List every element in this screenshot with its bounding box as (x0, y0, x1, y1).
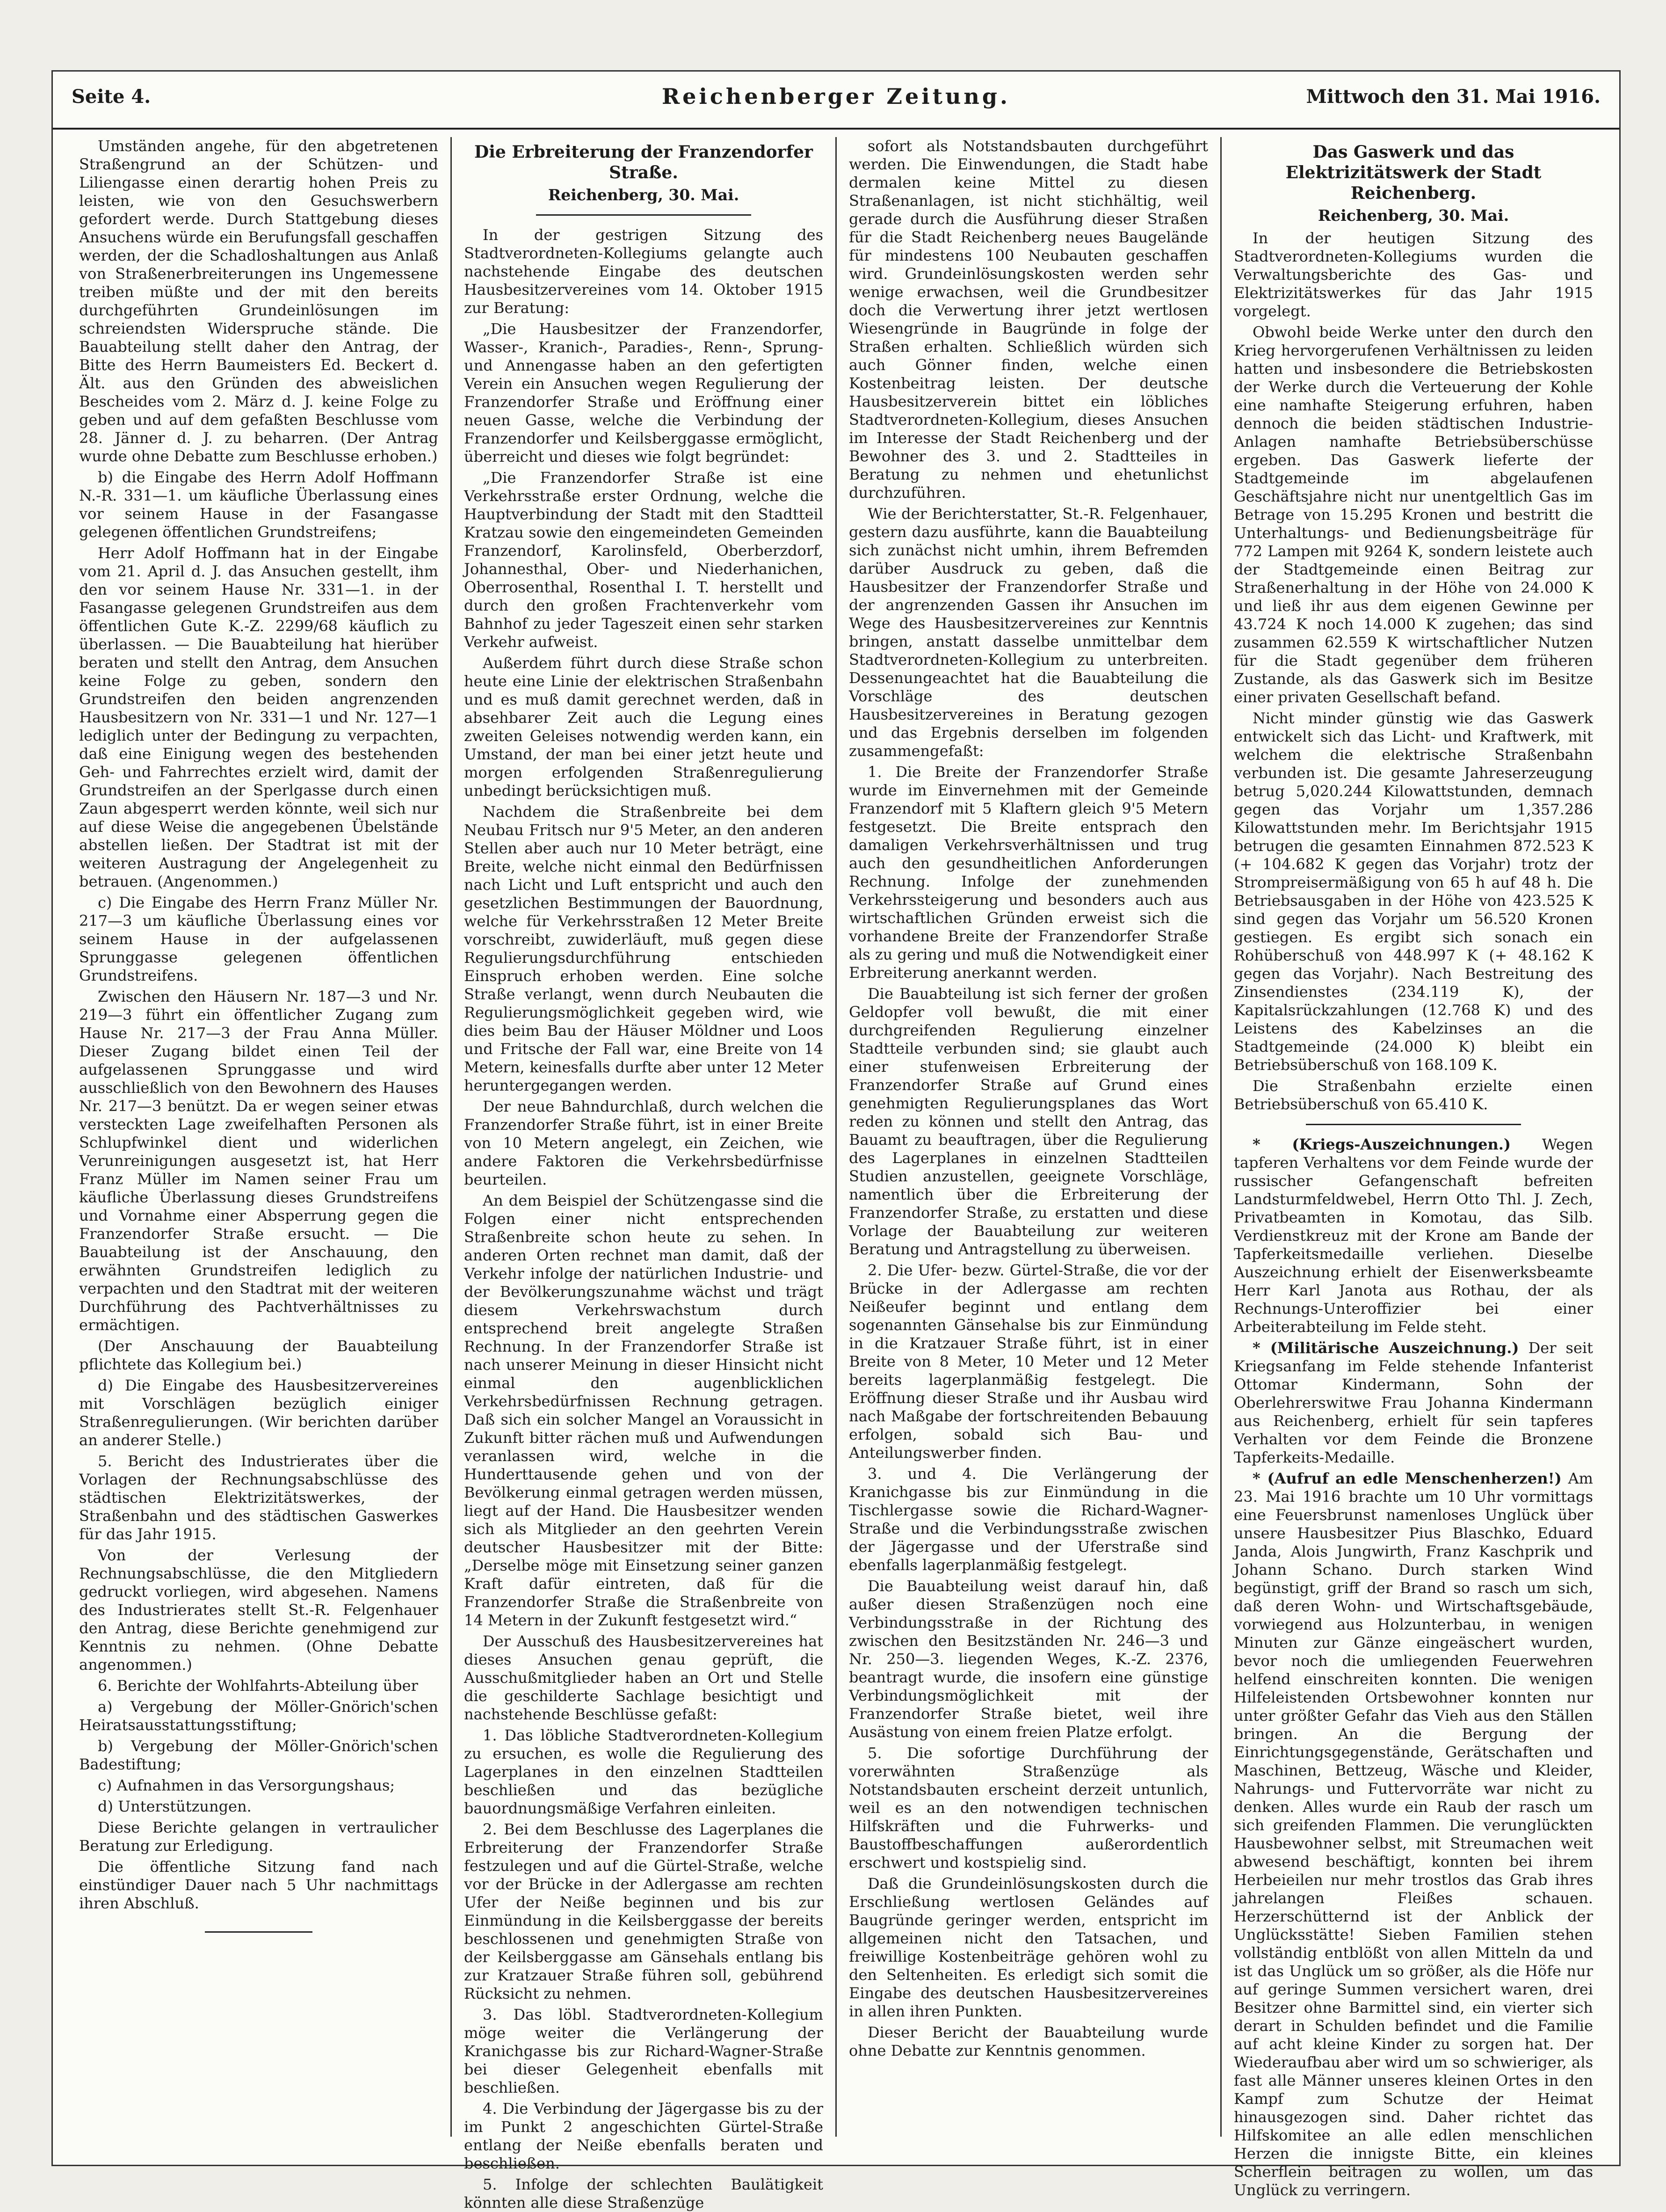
paragraph: Obwohl beide Werke unter den durch den Krieg hervorgerufenen Verhältnissen zu leiden hatten und insbesondere die Betriebskosten der Werke durch die Verteuerung der Kohle eine namhafte Steigerung erfuhren, haben dennoch die beiden städtischen Industrie-Anlagen namhafte Betriebsüberschüsse ergeben. Das Gaswerk lieferte der Stadtgemeinde im abgelaufenen Geschäftsjahre nicht nur unentgeltlich Gas im Betrage von 15.295 Kronen und bestritt die Unterhaltungs- und Bedienungsbeiträge für 772 Lampen mit 9264 K, sondern leistete auch der Stadtgemeinde einen Beitrag zur Straßenerhaltung in der Höhe von 24.000 K und ließ ihr aus dem eigenen Gewinne per 43.724 K noch 14.000 K zugehen; das sind zusammen 62.559 K wirtschaftlicher Nutzen für die Stadt gegenüber dem früheren Zustande, als das Gaswerk sich im Besitze einer privaten Gesellschaft befand. (1234, 323, 1593, 706)
paragraph: 3. Das löbl. Stadtverordneten-Kollegium möge weiter die Verlängerung der Kranichgasse bis zur Richard-Wagner-Straße bei dieser Gelegenheit ebenfalls mit beschließen. (464, 2006, 823, 2096)
paragraph: d) Unterstützungen. (98, 1797, 252, 1815)
paragraph: Zwischen den Häusern Nr. 187—3 und Nr. 219—3 führt ein öffentlicher Zugang zum Hause Nr. 217—3 der Frau Anna Müller. Dieser Zugang bildet einen Teil der aufgelassenen Sprunggasse und wird ausschließlich von den Bewohnern des Hauses Nr. 217—3 benützt. Da er wegen seiner etwas versteckten Lage zweifelhaften Personen als Schlupfwinkel dient und widerlichen Verunreinigungen ausgesetzt ist, hat Herr Franz Müller im Namen seiner Frau um käufliche Überlassung dieses Grundstreifens und Vornahme einer Absperrung gegen die Franzendorfer Straße ersucht. — Die Bauabteilung ist der Anschauung, den erwähnten Grundstreifen lediglich zu verpachten und den Stadtrat mit der weiteren Durchführung des Pachtverhältnisses zu ermächtigen. (79, 988, 438, 1334)
paragraph: Umständen angehe, für den abgetretenen Straßengrund an der Schützen- und Liliengasse einen derartig hohen Preis zu leisten, wie von den Gesuchswerbern gefordert werde. Durch Stattgebung dieses Ansuchens würde ein Berufungsfall geschaffen werden, der die Schadloshaltungen aus Anlaß von Straßenerbreiterungen ins Ungemessene treiben müßte und der mit den bereits durchgeführten Grundeinlösungen im schreiendsten Widerspruche stände. Die Bauabteilung stellt daher den Antrag, der Bitte des Herrn Baumeisters Ed. Beckert d. Ält. aus den Gründen des abweislichen Bescheides vom 2. März d. J. keine Folge zu geben und auf dem gefaßten Beschlusse vom 28. Jänner d. J. zu beharren. (Der Antrag wurde ohne Debatte zum Beschlusse erhoben.) (79, 137, 438, 465)
paragraph: 5. Bericht des Industrierates über die Vorlagen der Rechnungsabschlüsse des städtischen Elektrizitätswerkes, der Straßenbahn und des städtischen Gaswerkes für das Jahr 1915. (79, 1452, 438, 1543)
paragraph: An dem Beispiel der Schützengasse sind die Folgen einer nicht entsprechenden Straßenbreite schon heute zu sehen. In anderen Orten rechnet man damit, daß der Verkehr infolge der natürlichen Industrie- und der Bevölkerungszunahme wächst und trägt diesem Verkehrswachstum durch entsprechend breit angelegte Straßen Rechnung. In der Franzendorfer Straße ist nach unserer Meinung in dieser Hinsicht nicht einmal den augenblicklichen Verkehrsbedürfnissen Rechnung getragen. Daß sich ein solcher Mangel an Voraussicht in Zukunft bitter rächen muß und Aufwendungen veranlassen wird, welche in die Hunderttausende gehen und von der Bevölkerung einmal getragen werden müssen, liegt auf der Hand. Die Hausbesitzer wenden sich als Mitglieder an den geehrten Verein deutscher Hausbesitzer mit der Bitte: „Derselbe möge mit Einsetzung seiner ganzen Kraft dafür eintreten, daß für die Franzendorfer Straße die Straßenbreite von 14 Metern in der Zukunft festgesetzt wird.“ (464, 1192, 823, 1629)
paragraph: Nachdem die Straßenbreite bei dem Neubau Fritsch nur 9'5 Meter, an den anderen Stellen aber auch nur 10 Meter beträgt, eine Breite, welche nicht einmal den Bedürfnissen nach Licht und Luft entspricht und auch den gesetzlichen Bestimmungen der Bauordnung, welche für Verkehrsstraßen 12 Meter Breite vorschreibt, zuwiderläuft, muß gegen diese Regulierungsdurchführung entschieden Einspruch erhoben werden. Eine solche Straße verlangt, wenn durch Neubauten die Regulierungsmöglichkeit gegeben wird, wie dies beim Bau der Häuser Möldner und Loos und Fritsche der Fall war, eine Breite von 14 Metern, keinesfalls durfte aber unter 12 Meter heruntergegangen werden. (464, 803, 823, 1094)
paragraph: b) Vergebung der Möller-Gnörich'schen Badestiftung; (79, 1737, 438, 1773)
column-2 (452, 137, 837, 2212)
paragraph: 4. Die Verbindung der Jägergasse bis zu der im Punkt 2 angeschichten Gürtel-Straße entlang der Neiße ebenfalls beraten und beschließen. (464, 2100, 823, 2172)
paragraph: d) Die Eingabe des Hausbesitzervereines mit Vorschlägen bezüglich einiger Straßenregulierungen. (Wir berichten darüber an anderer Stelle.) (79, 1376, 438, 1449)
paragraph: „Die Hausbesitzer der Franzendorfer, Wasser-, Kranich-, Paradies-, Renn-, Sprung- und Annengasse haben an den gefertigten Verein ein Ansuchen wegen Regulierung der Franzendorfer Straße und Eröffnung einer neuen Gasse, welche die Verbindung der Franzendorfer und Keilsberggasse ermöglicht, überreicht und dieses wie folgt begründet: (464, 320, 823, 466)
paragraph: „Die Franzendorfer Straße ist eine Verkehrsstraße erster Ordnung, welche die Hauptverbindung der Stadt mit den Stadtteil Kratzau sowie den eingemeindeten Gemeinden Franzendorf, Karolinsfeld, Oberberzdorf, Johannesthal, Ober- und Niederhanichen, Oberrosenthal, Rosenthal I. T. herstellt und durch den großen Frachtenverkehr vom Bahnhof zu jeder Tageszeit einen sehr starken Verkehr aufweist. (464, 469, 823, 651)
page-header (53, 72, 1619, 130)
section-rule (1306, 1124, 1521, 1125)
news-item-text: Wegen tapferen Verhaltens vor dem Feinde wurde der russischer Gefangenschaft befreiten Landsturmfeldwebel, Herrn Otto Thl. J. Zech, Privatbeamten in Komotau, das Silb. Verdienstkreuz mit der Krone am Bande der Tapferkeitsmedaille verliehen. Dieselbe Auszeichnung erhielt der Eisenwerksbeamte Herr Karl Janota aus Rothau, der als Rechnungs-Unteroffizier bei einer Arbeiterabteilung im Felde steht. (1234, 1135, 1594, 1336)
newspaper-page (51, 70, 1621, 2212)
paragraph: Diese Berichte gelangen in vertraulicher Beratung zur Erledigung. (79, 1819, 438, 1855)
news-item-head: * (Kriegs-Auszeichnungen.) (1253, 1135, 1511, 1153)
paragraph: 3. und 4. Die Verlängerung der Kranichgasse bis zur Einmündung in die Tischlergasse sowie die Richard-Wagner-Straße und die Verbindungsstraße zwischen der Jägergasse und der Uferstraße sind ebenfalls lagerplanmäßig festgelegt. (849, 1465, 1208, 1574)
paragraph: Dieser Bericht der Bauabteilung wurde ohne Debatte zur Kenntnis genommen. (849, 2023, 1208, 2059)
paragraph: Der Ausschuß des Hausbesitzervereines hat dieses Ansuchen genau geprüft, die Ausschußmitglieder haben an Ort und Stelle die geschilderte Sachlage besichtigt und nachstehende Beschlüsse gefaßt: (464, 1632, 823, 1723)
article-body-franzendorfer (464, 226, 823, 2212)
paragraph: Wie der Berichterstatter, St.-R. Felgenhauer, gestern dazu ausführte, kann die Bauabteilung sich zunächst nicht umhin, ihrem Befremden darüber Ausdruck zu geben, daß die Hausbesitzer der Franzendorfer Straße und der angrenzenden Gassen ihr Ansuchen im Wege des Hausbesitzervereines zur Kenntnis bringen, anstatt dasselbe unmittelbar dem Stadtverordneten-Kollegium zu unterbreiten. Dessenungeachtet hat die Bauabteilung die Vorschläge des deutschen Hausbesitzervereines in Beratung gezogen und das Ergebnis derselben im folgenden zusammengefaßt: (849, 505, 1208, 760)
paragraph: 2. Die Ufer- bezw. Gürtel-Straße, die vor der Brücke in der Adlergasse am rechten Neißeufer beginnt und entlang dem sogenannten Gänsehalse bis zur Einmündung in die Kratzauer Straße führt, ist in einer Breite von 8 Meter, 10 Meter und 12 Meter bereits lagerplanmäßig festgelegt. Die Eröffnung dieser Straße und ihr Ausbau wird nach Maßgabe der fortschreitenden Bebauung erfolgen, sobald sich Bau- und Anteilungswerber finden. (849, 1261, 1208, 1462)
paragraph: a) Vergebung der Möller-Gnörich'schen Heiratsausstattungsstiftung; (79, 1698, 438, 1734)
column-1 (67, 137, 452, 2137)
news-item (1234, 1135, 1593, 1336)
paragraph: Von der Verlesung der Rechnungsabschlüsse, die den Mitgliedern gedruckt vorliegen, wird abgesehen. Namens des Industrierates stellt St.-R. Felgenhauer den Antrag, diese Berichte genehmigend zur Kenntnis zu nehmen. (Ohne Debatte angenommen.) (79, 1546, 438, 1674)
paragraph: 1. Das löbliche Stadtverordneten-Kollegium zu ersuchen, es wolle die Regulierung des Lagerplanes in den einzelnen Stadtteilen beschließen und das bezügliche bauordnungsmäßige Verfahren einleiten. (464, 1726, 823, 1817)
paragraph: 2. Bei dem Beschlusse des Lagerplanes die Erbreiterung der Franzendorfer Straße festzulegen und auf die Gürtel-Straße, welche vor der Brücke in der Adlergasse am rechten Ufer der Neiße beginnen und bis zur Einmündung in die Keilsberggasse der bereits beschlossenen und genehmigten Straße von der Keilsberggasse am Gänsehals entlang bis zur Kratzauer Straße führen soll, gebührend Rücksicht zu nehmen. (464, 1820, 823, 2002)
heading-rule (536, 214, 752, 216)
paragraph: 5. Die sofortige Durchführung der vorerwähnten Straßenzüge als Notstandsbauten erscheint derzeit untunlich, weil es an den notwendigen technischen Hilfskräften und die Fuhrwerks- und Baustoffbeschaffungen außerordentlich erschwert und kostspielig sind. (849, 1744, 1208, 1871)
paragraph: c) Aufnahmen in das Versorgungshaus; (98, 1776, 395, 1794)
issue-date: Mittwoch den 31. Mai 1916. (1306, 86, 1601, 108)
paragraph: c) Die Eingabe des Herrn Franz Müller Nr. 217—3 um käufliche Überlassung eines vor seinem Hause in der aufgelassenen Sprunggasse gelegenen öffentlichen Grundstreifens. (79, 894, 438, 984)
paragraph: Die Straßenbahn erzielte einen Betriebsüberschuß von 65.410 K. (1234, 1077, 1593, 1113)
paragraph: b) die Eingabe des Herrn Adolf Hoffmann N.-R. 331—1. um käufliche Überlassung eines vor seinem Hause in der Fasangasse gelegenen öffentlichen Grundstreifens; (79, 468, 438, 541)
paragraph: (Der Anschauung der Bauabteilung pflichtete das Kollegium bei.) (79, 1337, 438, 1373)
article-dateline-gaswerk: Reichenberg, 30. Mai. (1318, 206, 1509, 225)
column-4 (1222, 137, 1605, 2199)
news-item-head: * (Aufruf an edle Menschenherzen!) (1253, 1470, 1562, 1487)
paragraph: Die Bauabteilung ist sich ferner der großen Geldopfer voll bewußt, die mit einer durchgreifenden Regulierung einzelner Stadtteile verbunden sind; sie glaubt auch einer stufenweisen Erbreiterung der Franzendorfer Straße auf Grund eines genehmigten Regulierungsplanes das Wort reden zu können und stellt den Antrag, das Bauamt zu beauftragen, über die Regulierung des Lagerplanes in einzelnen Stadtteilen Studien anzustellen, geeignete Vorschläge, namentlich über die Erbreiterung der Franzendorfer Straße, zu erstatten und diese Vorlage der Bauabteilung zur weiteren Beratung und Antragstellung zu überweisen. (849, 985, 1208, 1258)
article-heading-franzendorfer: Die Erbreiterung der Franzendorfer Straße. (474, 142, 813, 182)
news-item-text: Am 23. Mai 1916 brachte um 10 Uhr vormittags eine Feuersbrunst namenloses Unglück über unsere Hausbesitzer Pius Blaschko, Eduard Janda, Alois Jungwirth, Franz Kaschprik und Johann Schano. Durch starken Wind begünstigt, griff der Brand so rasch um sich, daß deren Wohn- und Wirtschaftsgebäude, vorwiegend aus Holzunterbau, in wenigen Minuten zur Gänze eingeäschert wurden, bevor noch die umliegenden Feuerwehren helfend einschreiten konnten. Die wenigen Hilfeleistenden Ortsbewohner konnten nur unter größter Gefahr das Vieh aus den Ställen bringen. An die Bergung der Einrichtungsgegenstände, Gerätschaften und Maschinen, Bettzeug, Wäsche und Kleider, Nahrungs- und Futtervorräte war nicht zu denken. Alles wurde ein Raub der rasch um sich greifenden Flammen. Die verunglückten Hausbewohner selbst, mit Streumachen weit abwesend beschäftigt, konnten bei ihrem Herbeieilen nur mehr trostlos das Grab ihres jahrelangen Fleißes schauen. Herzerschütternd ist der Anblick der Unglücksstätte! Sieben Familien stehen vollständig entblößt von allen Mitteln da und ist das Unglück um so größer, als die Höfe nur auf geringe Summen versichert waren, drei Besitzer ohne Barmittel sind, ein vierter sich derart in Schulden befindet und die Familie auf acht kleine Kinder zu sorgen hat. Der Wiederaufbau aber wird um so schwieriger, als fast alle Männer unseres kleinen Ortes in den Kampf zum Schutze der Heimat hinausgezogen sind. Daher richtet das Hilfskomitee an alle edlen menschlichen Herzen die innigste Bitte, ein kleines Scherflein beitragen zu wollen, um das Unglück zu verringern. (1234, 1470, 1594, 2199)
paragraph: In der heutigen Sitzung des Stadtverordneten-Kollegiums wurden die Verwaltungsberichte des Gas- und Elektrizitätswerkes für das Jahr 1915 vorgelegt. (1234, 229, 1593, 320)
article-heading-gaswerk: Das Gaswerk und das Elektrizitätswerk der Stadt Reichenberg. (1285, 142, 1542, 203)
paragraph: Der neue Bahndurchlaß, durch welchen die Franzendorfer Straße führt, ist in einer Breite von 10 Metern angelegt, ein Zeichen, wie andere Faktoren die Verkehrsbedürfnisse beurteilen. (464, 1098, 823, 1188)
paragraph: 1. Die Breite der Franzendorfer Straße wurde im Einvernehmen mit der Gemeinde Franzendorf mit 5 Klaftern gleich 9'5 Metern festgesetzt. Die Breite entsprach den damaligen Verkehrsverhältnissen und trug auch den gesundheitlichen Anforderungen Rechnung. Infolge der zunehmenden Verkehrssteigerung und besonders auch aus wirtschaftlichen Gründen erweist sich die vorhandene Breite der Franzendorfer Straße als zu gering und muß die Notwendigkeit einer Erbreiterung anerkannt werden. (849, 763, 1208, 982)
paragraph: Herr Adolf Hoffmann hat in der Eingabe vom 21. April d. J. das Ansuchen gestellt, ihm den vor seinem Hause Nr. 331—1. in der Fasangasse gelegenen Grundstreifen aus dem öffentlichen Gute K.-Z. 2299/68 käuflich zu überlassen. — Die Bauabteilung hat hierüber beraten und stellt den Antrag, dem Ansuchen keine Folge zu geben, sondern den Grundstreifen den beiden angrenzenden Hausbesitzern von Nr. 331—1 und Nr. 127—1 lediglich unter der Bedingung zu verpachten, daß eine Einigung wegen des bestehenden Geh- und Fahrrechtes erzielt wird, damit der Grundstreifen an der Sperlgasse durch einen Zaun abgesperrt werden könnte, weil sich nur auf diese Weise die angegebenen Übelstände abstellen ließen. Der Stadtrat ist mit der weiteren Austragung der Angelegenheit zu betrauen. (Angenommen.) (79, 544, 438, 890)
paragraph: Die Bauabteilung weist darauf hin, daß außer diesen Straßenzügen noch eine Verbindungsstraße in der Richtung des zwischen den Besitzständen Nr. 246—3 und Nr. 250—3. liegenden Weges, K.-Z. 2376, beantragt wurde, die insofern eine günstige Verbindungsmöglichkeit mit der Franzendorfer Straße bietet, weil ihre Ausästung von einem freien Platze erfolgt. (849, 1577, 1208, 1741)
news-item-head: * (Militärische Auszeichnung.) (1253, 1339, 1519, 1357)
newspaper-title: Reichenberger Zeitung. (661, 84, 1011, 109)
news-item (1234, 1339, 1593, 1467)
columns (67, 137, 1605, 2212)
news-item-text: Der seit Kriegsanfang im Felde stehende Infanterist Ottomar Kindermann, Sohn der Oberlehrerswitwe Frau Johanna Kindermann aus Reichenberg, erhielt für sein tapferes Verhalten vor dem Feinde die Bronzene Tapferkeits-Medaille. (1234, 1339, 1594, 1466)
paragraph: Nicht minder günstig wie das Gaswerk entwickelt sich das Licht- und Kraftwerk, mit welchem die elektrische Straßenbahn verbunden ist. Die gesamte Jahreserzeugung betrug 5,020.244 Kilowattstunden, demnach gegen das Vorjahr um 1,357.286 Kilowattstunden mehr. Im Berichtsjahr 1915 betrugen die gesamten Einnahmen 872.523 K (+ 104.682 K gegen das Vorjahr) trotz der Strompreisermäßigung von 65 h auf 48 h. Die Betriebsausgaben in der Höhe von 423.525 K sind gegen das Vorjahr um 56.520 Kronen gestiegen. Es ergibt sich sonach ein Rohüberschuß von 448.997 K (+ 48.162 K gegen das Vorjahr). Nach Bestreitung des Zinsendienstes (234.119 K), der Kapitalsrückzahlungen (12.768 K) und des Leistens des Kabelzinses an die Stadtgemeinde (24.000 K) bleibt ein Betriebsüberschuß von 168.109 K. (1234, 709, 1593, 1074)
paragraph: 5. Infolge der schlechten Baulätigkeit könnten alle diese Straßenzüge (464, 2176, 823, 2212)
article-dateline-franzendorfer: Reichenberg, 30. Mai. (548, 186, 739, 204)
paragraph: Die öffentliche Sitzung fand nach einstündiger Dauer nach 5 Uhr nachmittags ihren Abschluß. (79, 1858, 438, 1912)
column-3 (837, 137, 1222, 2137)
paragraph: Daß die Grundeinlösungskosten durch die Erschließung wertlosen Geländes auf Baugründe geringer werden, entspricht im allgemeinen nicht den Tatsachen, und freiwillige Kostenbeiträge gehören wohl zu den Seltenheiten. Es erledigt sich somit die Eingabe des deutschen Hausbesitzervereines in allen ihren Punkten. (849, 1875, 1208, 2020)
paragraph: sofort als Notstandsbauten durchgeführt werden. Die Einwendungen, die Stadt habe dermalen keine Mittel zu diesen Straßenanlagen, ist nicht stichhältig, weil gerade durch die Ausführung dieser Straßen für die Stadt Reichenberg neues Baugelände für mindestens 100 Neubauten geschaffen wird. Grundeinlösungskosten werden sehr wenige erwachsen, weil die Grundbesitzer doch die Verwertung ihrer jetzt wertlosen Wiesengründe in Baugründe in folge der Straßen erhalten. Schließlich würden sich auch Gönner finden, welche einen Kostenbeitrag leisten. Der deutsche Hausbesitzerverein bittet ein löbliches Stadtverordneten-Kollegium, dieses Ansuchen im Interesse der Stadt Reichenberg und der Bewohner des 3. und 2. Stadtteiles in Beratung zu nehmen und ehetunlichst durchzuführen. (849, 137, 1208, 502)
paragraph: In der gestrigen Sitzung des Stadtverordneten-Kollegiums gelangte auch nachstehende Eingabe des deutschen Hausbesitzervereines vom 14. Oktober 1915 zur Beratung: (464, 226, 823, 317)
local-news-items (1234, 1135, 1593, 2199)
news-item (1234, 1470, 1593, 2199)
end-rule (205, 1931, 312, 1933)
article-body-gaswerk (1234, 229, 1593, 1113)
page-number: Seite 4. (72, 86, 151, 108)
paragraph: 6. Berichte der Wohlfahrts-Abteilung über (98, 1677, 418, 1695)
paragraph: Außerdem führt durch diese Straße schon heute eine Linie der elektrischen Straßenbahn und es muß damit gerechnet werden, daß in absehbarer Zeit auch die Legung eines zweiten Geleises notwendig werden kann, ein Umstand, der man bei einer jetzt heute und morgen erfolgenden Straßenregulierung unbedingt berücksichtigen muß. (464, 654, 823, 800)
